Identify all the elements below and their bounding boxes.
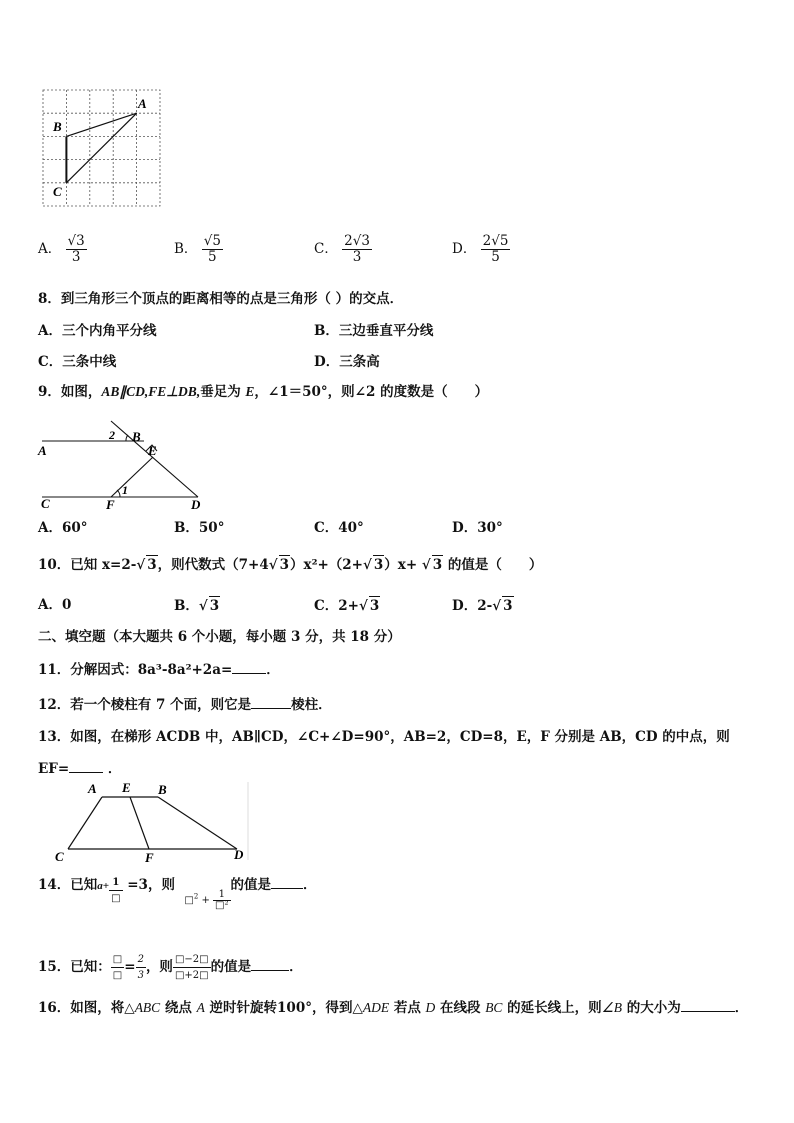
q7-grid-figure [40, 88, 162, 208]
q11-answer-blank[interactable] [232, 673, 266, 674]
label-c: C [41, 496, 50, 511]
q9-figure [36, 405, 211, 513]
q15: 15．已知： $\frac{□}{□}$ = $\frac{2}{3}$ ，则 $\frac{□-2□}{□+2□}$ 的值是 ． [38, 954, 303, 981]
label-b: B [158, 782, 167, 797]
q12: 12．若一个棱柱有 7 个面，则它是 棱柱． [38, 697, 332, 713]
q13-line2: EF= ． [38, 761, 122, 777]
q8-option-d: D．三条高 [314, 354, 380, 370]
label-c: C [55, 849, 64, 864]
q9-option-c: C．40° [314, 520, 364, 536]
q8-option-a: A．三个内角平分线 [38, 323, 157, 339]
angle-1-arc [117, 490, 120, 497]
q7-option-a: A． $\frac{√3}{3}$ [38, 233, 85, 265]
label-f: F [145, 850, 154, 865]
label-e: E [122, 780, 131, 795]
q10-option-b: B．√ 3 [174, 598, 220, 614]
line-fe [111, 457, 153, 497]
q7-option-c: C． $\frac{2√3}{3}$ [314, 233, 370, 265]
q13-trapezoid-figure [52, 780, 252, 868]
label-d: D [234, 847, 244, 862]
label-c: C [53, 184, 62, 199]
label-e: E [148, 443, 157, 458]
q12-answer-blank[interactable] [251, 708, 291, 709]
angle-2-label: 2 [109, 428, 115, 442]
q9-option-d: D．30° [452, 520, 503, 536]
q10-option-c: C．2+√ 3 [314, 598, 380, 614]
q9-option-a: A．60° [38, 520, 88, 536]
q9-stem: 9．如图，AB∥CD,FE⊥DB,垂足为 E，∠1＝50°，则∠2 的度数是（ ） [38, 384, 489, 400]
label-b: B [53, 119, 62, 134]
q10-option-d: D．2-√ 3 [452, 598, 513, 614]
side-bd [158, 797, 237, 849]
label-b: B [132, 429, 141, 444]
segment-ac [66, 113, 136, 183]
q15-answer-blank[interactable] [251, 970, 289, 971]
q8-stem: 8．到三角形三个顶点的距离相等的点是三角形（ ）的交点． [38, 291, 404, 307]
label-a: A [138, 96, 147, 111]
section-2-title: 二、填空题（本大题共 6 个小题，每小题 3 分，共 18 分） [38, 629, 401, 645]
q13-answer-blank[interactable] [69, 772, 103, 773]
label-d: D [191, 497, 201, 512]
label-f: F [106, 497, 115, 512]
q13-line1: 13．如图，在梯形 ACDB 中，AB∥CD，∠C+∠D=90°，AB=2，CD=8，E，F 分别是 AB，CD 的中点，则 [38, 729, 730, 745]
q8-option-b: B．三边垂直平分线 [314, 323, 434, 339]
side-ac [68, 797, 102, 849]
q14: 14．已知a+ $\frac{1}{□}$ =3，则 $_{□^2 + \frac{1}{\text{□²}}}$ 的值是 ． [38, 877, 317, 911]
q10-stem: 10．已知 x=2-√ 3，则代数式（7+4√ 3）x²+（2+√ 3）x+ √ 3 的值是（ ） [38, 557, 543, 573]
q9-option-b: B．50° [174, 520, 225, 536]
segment-ef [130, 797, 149, 849]
q7-option-d: D． $\frac{2√5}{5}$ [452, 233, 509, 265]
angle-2-arc [126, 435, 128, 441]
q16-answer-blank[interactable] [681, 1011, 735, 1012]
q7-option-b: B． $\frac{√5}{5}$ [174, 233, 221, 265]
q16: 16．如图，将△ABC 绕点 A 逆时针旋转100°，得到△ADE 若点 D 在线段 BC 的延长线上，则∠B 的大小为 ． [38, 1000, 749, 1016]
label-a: A [38, 443, 47, 458]
q10-option-a: A．0 [38, 597, 72, 613]
angle-1-label: 1 [122, 483, 128, 497]
segment-ab [66, 113, 136, 136]
q8-option-c: C．三条中线 [38, 354, 117, 370]
q11: 11．分解因式：8a³-8a²+2a= ． [38, 662, 280, 678]
q14-answer-blank[interactable] [271, 888, 303, 889]
label-a: A [88, 781, 97, 796]
